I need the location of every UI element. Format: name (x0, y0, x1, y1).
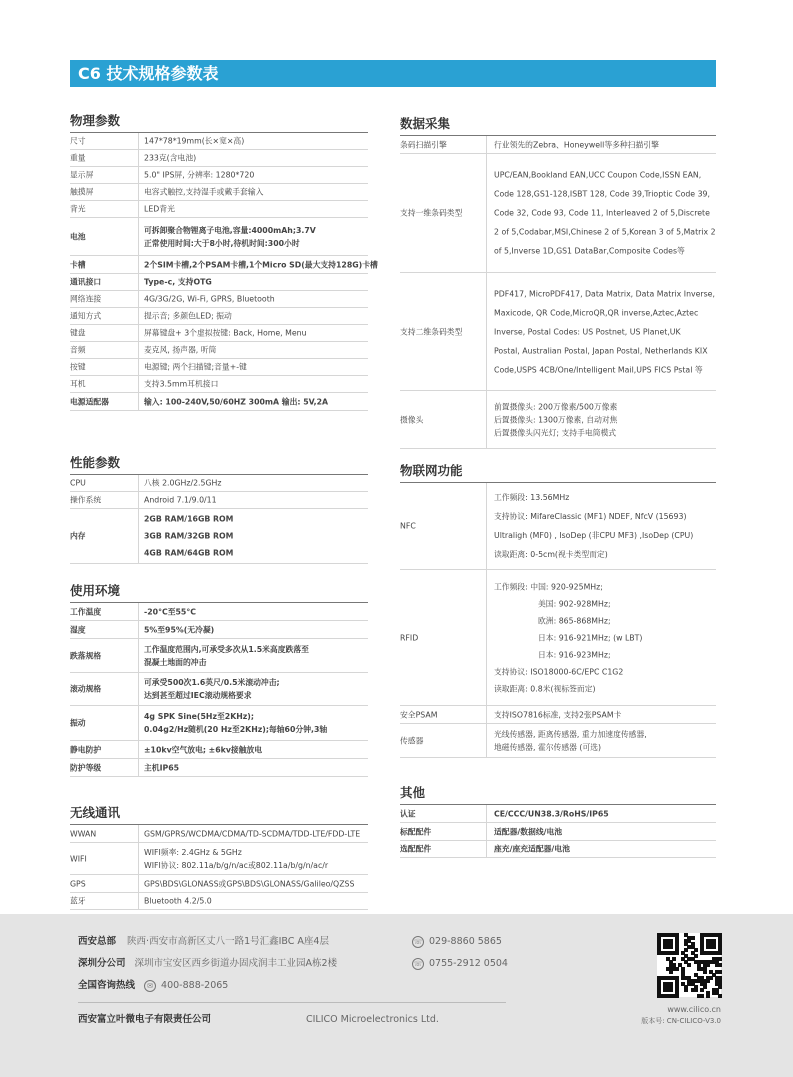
physical-value: 233克(含电池) (144, 153, 197, 163)
environment-row (70, 639, 368, 673)
environment-value: -20°C至55°C (144, 607, 196, 616)
qr-module (669, 988, 673, 992)
other-value: 适配器/数据线/电池 (494, 827, 563, 836)
performance-label: 内存 (70, 531, 86, 541)
qr-module (700, 988, 704, 992)
physical-value: 屏幕键盘+ 3个虚拟按键: Back, Home, Menu (144, 328, 307, 338)
qr-module (703, 970, 707, 974)
qr-module (669, 945, 673, 949)
physical-value: 提示音; 多颜色LED; 振动 (144, 311, 232, 321)
iot-label: RFID (400, 633, 419, 642)
physical-row (70, 376, 368, 393)
physical-label: 重量 (70, 153, 86, 163)
qr-module (712, 945, 716, 949)
physical-label: 尺寸 (70, 136, 86, 146)
left-column (70, 0, 378, 914)
physical-value: 5.0" IPS屏, 分辨率: 1280*720 (144, 170, 255, 180)
other-row (400, 841, 716, 858)
physical-row (70, 393, 368, 411)
column-divider (138, 376, 139, 392)
hotline-number: 400-888-2065 (161, 980, 229, 991)
hq-address: 陕西·西安市高新区丈八一路1号汇鑫IBC A座4层 (127, 936, 329, 947)
wireless-value: GSM/GPRS/WCDMA/CDMA/TD-SCDMA/TDD-LTE/FDD-LTE (144, 829, 361, 838)
physical-row (70, 325, 368, 342)
performance-title: 性能参数 (70, 455, 121, 470)
footer-company (78, 1013, 211, 1026)
iot-label: 安全PSAM (400, 710, 438, 719)
environment-title: 使用环境 (70, 583, 121, 598)
physical-row (70, 218, 368, 256)
column-divider (486, 154, 487, 272)
wireless-row (70, 843, 368, 875)
other-label: 选配配件 (400, 844, 432, 854)
performance-value: 2GB RAM/16GB ROM 3GB RAM/32GB ROM 4GB RAM/64GB ROM (144, 514, 234, 558)
environment-label: 静电防护 (70, 745, 102, 754)
physical-label: 网络连接 (70, 294, 102, 304)
column-divider (138, 393, 139, 410)
wireless-row (70, 893, 368, 910)
performance-row (70, 492, 368, 509)
wireless-value: GPS\BDS\GLONASS或GPS\BDS\GLONASS/Galileo/QZSS (144, 879, 355, 888)
iot-label: 传感器 (400, 736, 424, 745)
qr-module (718, 963, 722, 967)
physical-row (70, 291, 368, 308)
physical-row (70, 359, 368, 376)
column-divider (138, 342, 139, 358)
environment-label: 振动 (70, 718, 86, 728)
physical-row (70, 274, 368, 291)
performance-row (70, 475, 368, 492)
performance-label: 操作系统 (70, 495, 102, 505)
qr-module (706, 994, 710, 998)
physical-label: 电源适配器 (70, 397, 109, 406)
wireless-value: WIFI频率: 2.4GHz & 5GHz WIFI协议: 802.11a/b/g/n/ac或802.11a/b/g/n/ac/r (144, 847, 329, 870)
column-divider (138, 256, 139, 273)
physical-value: 147*78*19mm(长×宽×高) (144, 136, 245, 146)
website: www.cilico.cn (667, 1005, 721, 1014)
performance-value: Android 7.1/9.0/11 (144, 495, 217, 505)
qr-module (675, 951, 679, 955)
column-divider (138, 150, 139, 166)
physical-row (70, 184, 368, 201)
physical-label: 按键 (70, 362, 86, 372)
right-column (400, 0, 716, 914)
iot-label: NFC (400, 521, 416, 531)
sz-address: 深圳市宝安区西乡街道办固戍润丰工业园A栋2楼 (134, 958, 338, 969)
capture-value: 前置摄像头: 200万像素/500万像素 后置摄像头: 1300万像素, 自动对焦 后置摄像头闪光灯; 支持手电筒模式 (494, 402, 618, 437)
environment-row (70, 603, 368, 621)
column-divider (138, 509, 139, 563)
capture-title: 数据采集 (400, 116, 451, 131)
environment-value: ±10kv空气放电; ±6kv接触放电 (144, 745, 263, 754)
footer-sz-phone (412, 957, 508, 970)
qr-module (675, 967, 679, 971)
qr-module (675, 994, 679, 998)
qr-module (687, 963, 691, 967)
column-divider (138, 359, 139, 375)
footer-hotline (78, 979, 228, 992)
column-divider (138, 201, 139, 217)
iot-row (400, 706, 716, 724)
column-divider (138, 308, 139, 324)
column-divider (138, 759, 139, 776)
physical-label: 耳机 (70, 379, 86, 389)
capture-label: 摄像头 (400, 415, 424, 424)
other-label: 认证 (400, 809, 416, 818)
capture-value: PDF417, MicroPDF417, Data Matrix, Data Matrix Inverse, Maxicode, QR Code,MicroQR,QR inverse,Aztec,Aztec Inverse, Postal Codes: US Postnet, US Planet,UK Postal, Australian Postal, Japan Postal, Netherlands KIX Code,USPS 4CB/One/Intelligent Mail,UPS FICS Pstal 等 (494, 289, 715, 374)
iot-row (400, 570, 716, 706)
iot-row (400, 483, 716, 570)
physical-row (70, 167, 368, 184)
physical-row (70, 256, 378, 274)
environment-row (70, 741, 368, 759)
environment-row (70, 673, 368, 706)
physical-label: 显示屏 (70, 170, 94, 180)
column-divider (138, 325, 139, 341)
performance-label: CPU (70, 478, 86, 488)
environment-value: 主机IP65 (144, 763, 180, 772)
qr-code (657, 933, 721, 997)
hotline-label: 全国咨询热线 (78, 980, 136, 991)
other-title: 其他 (400, 785, 426, 800)
sz-phone: 0755-2912 0504 (429, 958, 508, 969)
physical-value: 输入: 100-240V,50/60HZ 300mA 输出: 5V,2A (144, 397, 329, 406)
column-divider (486, 823, 487, 840)
capture-row (400, 154, 716, 273)
column-divider (138, 291, 139, 307)
physical-label: 触摸屏 (70, 187, 94, 197)
wireless-row (70, 825, 368, 843)
capture-label: 支持二维条码类型 (400, 327, 463, 336)
column-divider (138, 875, 139, 892)
wireless-title: 无线通讯 (70, 805, 121, 820)
column-divider (138, 843, 139, 874)
column-divider (486, 724, 487, 757)
column-divider (138, 184, 139, 200)
column-divider (138, 741, 139, 758)
other-row (400, 823, 716, 841)
iot-value: 工作频段: 中国: 920-925MHz; 美国: 902-928MHz; 欧洲: 865-868MHz; 日本: 916-921MHz; (w LBT) 日本: 916-923MHz; 支持协议: ISO18000-6C/EPC C1G2 读取距离: 0.8米(视标签而定) (494, 582, 643, 693)
performance-row (70, 509, 368, 564)
sz-label: 深圳分公司 (78, 958, 126, 969)
column-divider (138, 475, 139, 491)
qr-module (694, 988, 698, 992)
column-divider (486, 391, 487, 448)
qr-module (718, 951, 722, 955)
physical-label: 音频 (70, 345, 86, 355)
other-value: CE/CCC/UN38.3/RoHS/IP65 (494, 809, 609, 818)
wireless-label: WWAN (70, 829, 97, 838)
wireless-label: WIFI (70, 854, 87, 863)
performance-value: 八核 2.0GHz/2.5GHz (144, 478, 222, 488)
qr-module (718, 994, 722, 998)
physical-value: 可拆卸聚合物锂离子电池,容量:4000mAh;3.7V 正常使用时间:大于8小时,待机时间:300小时 (144, 225, 316, 248)
qr-module (669, 970, 673, 974)
physical-value: 支持3.5mm耳机接口 (144, 379, 219, 389)
environment-value: 4g SPK Sine(5Hz至2KHz); 0.04g2/Hz随机(20 Hz至2KHz);每轴60分钟,3轴 (144, 712, 328, 734)
phone-icon: ☏ (413, 959, 423, 968)
environment-value: 5%至95%(无冷凝) (144, 625, 215, 634)
physical-value: 4G/3G/2G, Wi-Fi, GPRS, Bluetooth (144, 294, 275, 304)
capture-value: UPC/EAN,Bookland EAN,UCC Coupon Code,ISSN EAN, Code 128,GS1-128,ISBT 128, Code 39,Trioptic Code 39, Code 32, Code 93, Code 11, Interleaved 2 of 5,Discrete 2 of 5,Codabar,MSI,Chinese 2 of 5,Korean 3 of 5,Matrix 2 of 5,Inverse 1D,GS1 DataBar,Composite Codes等 (494, 170, 716, 256)
physical-value: 2个SIM卡槽,2个PSAM卡槽,1个Micro SD(最大支持128G)卡槽 (144, 260, 378, 269)
physical-label: 背光 (70, 204, 86, 214)
column-divider (138, 621, 139, 638)
footer-hq-phone (412, 935, 502, 948)
column-divider (138, 893, 139, 909)
physical-row (70, 133, 368, 150)
company-en: CILICO Microelectronics Ltd. (306, 1014, 439, 1025)
column-divider (486, 805, 487, 822)
iot-value: 光线传感器, 距离传感器, 重力加速度传感器, 地磁传感器, 霍尔传感器 (可选) (494, 729, 647, 752)
column-divider (486, 570, 487, 705)
environment-row (70, 706, 368, 741)
physical-value: 电源键; 两个扫描键;音量+-键 (144, 362, 247, 372)
qr-module (684, 988, 688, 992)
physical-label: 通讯接口 (70, 277, 102, 287)
wireless-value: Bluetooth 4.2/5.0 (144, 896, 212, 906)
environment-label: 滚动规格 (70, 684, 102, 694)
physical-value: Type-c, 支持OTG (144, 277, 212, 287)
environment-row (70, 621, 368, 639)
column-divider (486, 841, 487, 857)
footer-divider (78, 1002, 506, 1003)
environment-value: 工作温度范围内,可承受多次从1.5米高度跌落至 混凝土地面的冲击 (144, 644, 309, 667)
iot-value: 支持ISO7816标准, 支持2张PSAM卡 (494, 710, 622, 719)
column-divider (138, 673, 139, 705)
column-divider (138, 218, 139, 255)
physical-row (70, 150, 368, 167)
iot-row (400, 724, 716, 758)
column-divider (486, 273, 487, 390)
column-divider (138, 825, 139, 842)
column-divider (138, 639, 139, 672)
wireless-row (70, 875, 368, 893)
other-value: 座充/座充适配器/电池 (494, 844, 570, 854)
physical-label: 电池 (70, 232, 86, 241)
iot-value: 工作频段: 13.56MHz 支持协议: MifareClassic (MF1) NDEF, NfcV (15693) Ultraligh (MF0) , IsoDep (非CPU MF3) ,IsoDep (CPU) 读取距离: 0-5cm(视卡类型而定) (494, 493, 694, 559)
footer-sz (78, 957, 337, 970)
environment-label: 工作温度 (70, 607, 102, 616)
page-title: C6 技术规格参数表 (78, 64, 219, 83)
column-divider (138, 603, 139, 620)
version: 版本号: CN-CILICO-V3.0 (641, 1017, 721, 1025)
capture-label: 条码扫描引擎 (400, 140, 447, 149)
column-divider (138, 274, 139, 290)
capture-row (400, 273, 716, 391)
physical-value: 麦克风, 扬声器, 听筒 (144, 345, 217, 355)
other-row (400, 805, 716, 823)
column-divider (486, 136, 487, 153)
hq-phone: 029-8860 5865 (429, 936, 502, 947)
wireless-label: GPS (70, 879, 86, 888)
wireless-label: 蓝牙 (70, 896, 86, 906)
physical-row (70, 308, 368, 325)
hq-label: 西安总部 (78, 936, 117, 947)
column-divider (138, 133, 139, 149)
phone-icon: ☏ (413, 937, 423, 946)
company-cn: 西安富立叶微电子有限责任公司 (78, 1014, 212, 1025)
other-label: 标配配件 (400, 827, 432, 836)
message-icon: ✉ (144, 980, 156, 992)
column-divider (138, 706, 139, 740)
environment-value: 可承受500次1.6英尺/0.5米滚动冲击; 达到甚至超过IEC滚动规格要求 (144, 678, 280, 700)
column-divider (486, 483, 487, 569)
environment-label: 跌落规格 (70, 651, 102, 660)
physical-value: 电容式触控,支持湿手或戴手套输入 (144, 187, 264, 197)
column-divider (138, 492, 139, 508)
qr-module (700, 994, 704, 998)
capture-row (400, 136, 716, 154)
capture-row (400, 391, 716, 449)
qr-module (718, 970, 722, 974)
physical-label: 键盘 (70, 328, 86, 338)
physical-label: 卡槽 (70, 260, 86, 269)
physical-label: 通知方式 (70, 311, 102, 321)
physical-row (70, 201, 368, 218)
iot-title: 物联网功能 (400, 463, 463, 478)
environment-row (70, 759, 368, 777)
physical-value: LED背光 (144, 204, 175, 214)
environment-label: 湿度 (70, 625, 86, 634)
physical-title: 物理参数 (70, 113, 121, 128)
capture-label: 支持一维条码类型 (400, 208, 463, 218)
footer-hq (78, 935, 329, 948)
column-divider (138, 167, 139, 183)
environment-label: 防护等级 (70, 763, 102, 772)
physical-row (70, 342, 368, 359)
capture-value: 行业领先的Zebra、Honeywell等多种扫描引擎 (494, 140, 659, 149)
column-divider (486, 706, 487, 723)
